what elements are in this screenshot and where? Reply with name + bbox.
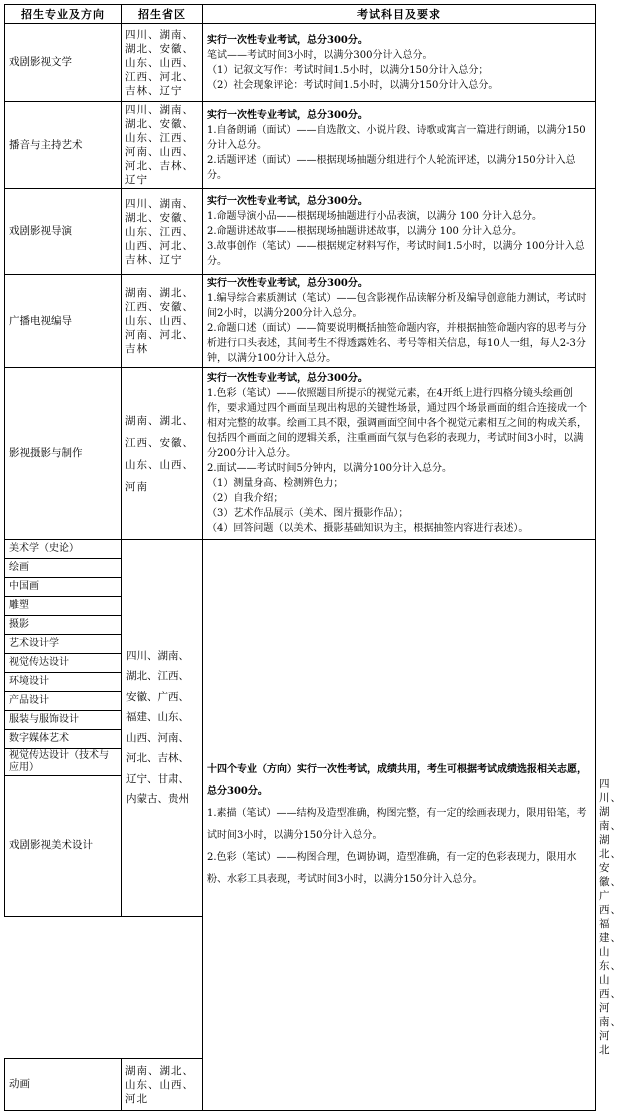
admission-table [4,4,622,1111]
major-cell: 影视摄影与制作 [5,368,122,540]
requirement-line: （2）社会现象评论：考试时间1.5小时，以满分150分计入总分。 [207,79,499,91]
major-cell: 雕塑 [5,597,122,616]
major-cell: 视觉传达设计（技术与应用） [5,749,122,776]
major-cell: 服装与服饰设计 [5,711,122,730]
requirement-line: 实行一次性专业考试，总分300分。 [207,34,368,46]
requirement-line: 3.故事创作（笔试）——根据规定材料写作，考试时间1.5小时，以满分 100分计入总分。 [207,241,585,267]
major-cell: 戏剧影视美术设计 [5,776,122,917]
major-cell: 播音与主持艺术 [5,102,122,189]
major-cell: 摄影 [5,616,122,635]
major-cell: 戏剧影视导演 [5,189,122,275]
major-cell: 美术学（史论） [5,540,122,559]
requirement-line: 实行一次性专业考试，总分300分。 [207,278,368,289]
table-row [5,189,596,275]
table-row: 戏剧影视美术设计 四川、湖南、湖北、安徽、广西、福建、山东、山西、河南、河北 [5,776,596,917]
requirements-cell [203,24,596,102]
requirements-cell-shared [203,540,596,1111]
major-cell: 动画 [5,1059,122,1111]
provinces-cell: 四川、湖南、湖北、安徽、山东、江西、河南、山西、河北、吉林、辽宁 [122,102,203,189]
requirement-line: （1）记叙文写作：考试时间1.5小时，以满分150分计入总分； [207,64,489,76]
table-row [5,368,596,540]
requirement-line: 2.命题口述（面试）——简要说明概括抽签命题内容，并根据抽签命题内容的思考与分析进行口头表述，其间考生不得透露姓名、考号等相关信息，每10人一组，每人2-3分钟，以满分100分计入总分。 [207,323,587,364]
major-cell: 中国画 [5,578,122,597]
requirement-line: 2.话题评述（面试）——根据现场抽题分组进行个人轮流评述，以满分150分计入总分。 [207,154,576,181]
requirements-cell [203,368,596,540]
table-row [5,275,596,368]
header-provinces: 招生省区 [122,5,203,24]
requirement-line: 2.面试——考试时间5分钟内，以满分100分计入总分。 [207,463,452,474]
requirement-line: 2.色彩（笔试）——构图合理，色调协调，造型准确，有一定的色彩表现力，限用水粉、水彩工具表现，考试时间3小时，以满分150分计入总分。 [207,852,577,885]
requirement-line: （4）回答问题（以美术、摄影基础知识为主，根据抽签内容进行表述）。 [207,523,529,534]
requirement-line: 1.自备朗诵（面试）——自选散文、小说片段、诗歌或寓言一篇进行朗诵，以满分150分计入总分。 [207,124,586,151]
requirement-line: 1.色彩（笔试）——依照题目所提示的视觉元素，在4开纸上进行四格分镜头绘画创作，要求通过四个画面呈现出构思的关键性场景，通过四个场景画面的组合连接成一个相对完整的故事。绘画工具不限，强调画面空间中各个视觉元素相互之间的构成关系，包括四个画面之间的逻辑关系，注重画面气氛与色彩的表现力，考试时间3小时，以满分200分计入总分。 [207,388,587,459]
requirements-cell [203,102,596,189]
provinces-cell: 四川、湖南、湖北、安徽、山东、江西、山西、河北、吉林、辽宁 [122,189,203,275]
major-cell: 产品设计 [5,692,122,711]
provinces-cell: 湖南、湖北、江西、安徽、山东、山西、河南、河北、吉林 [122,275,203,368]
major-cell: 数字媒体艺术 [5,730,122,749]
requirement-line: 1.编导综合素质测试（笔试）——包含影视作品读解分析及编导创意能力测试，考试时间2小时，以满分200分计入总分。 [207,293,587,319]
table-row [5,540,596,559]
provinces-cell-shared: 四川、湖南、湖北、江西、安徽、广西、福建、山东、山西、河南、河北、吉林、辽宁、甘肃、内蒙古、贵州 [122,540,203,917]
requirement-line: 十四个专业（方向）实行一次性考试，成绩共用，考生可根据考试成绩选报相关志愿，总分300分。 [207,764,587,797]
major-cell: 戏剧影视文学 [5,24,122,102]
requirement-line: 实行一次性专业考试，总分300分。 [207,196,368,207]
table-row [5,102,596,189]
table-header-row [5,5,596,24]
requirements-cell [203,189,596,275]
requirement-line: 1.素描（笔试）——结构及造型准确，构图完整，有一定的绘画表现力，限用铅笔，考试时间3小时，以满分150分计入总分。 [207,808,587,841]
provinces-cell: 湖南、湖北、江西、安徽、山东、山西、河南 [122,368,203,540]
major-cell: 环境设计 [5,673,122,692]
requirement-line: 1.命题导演小品——根据现场抽题进行小品表演，以满分 100 分计入总分。 [207,211,542,222]
provinces-cell: 湖南、湖北、山东、山西、河北 [122,1059,203,1111]
requirement-line: （2）自我介绍； [207,493,284,504]
requirement-line: 实行一次性专业考试，总分300分。 [207,373,368,384]
header-major: 招生专业及方向 [5,5,122,24]
major-cell: 广播电视编导 [5,275,122,368]
table-row [5,24,596,102]
header-requirements: 考试科目及要求 [203,5,596,24]
requirements-cell [203,275,596,368]
requirement-line: 实行一次性专业考试，总分300分。 [207,109,368,121]
provinces-cell: 四川、湖南、湖北、安徽、山东、山西、江西、河北、吉林、辽宁 [122,24,203,102]
requirement-line: （3）艺术作品展示（美术、图片摄影作品）； [207,508,409,519]
major-cell: 艺术设计学 [5,635,122,654]
requirement-line: （1）测量身高、检测辨色力； [207,478,344,489]
requirement-line: 笔试——考试时间3小时，以满分300分计入总分。 [207,49,433,61]
requirement-line: 2.命题讲述故事——根据现场抽题讲述故事，以满分 100 分计入总分。 [207,226,522,237]
major-cell: 绘画 [5,559,122,578]
major-cell: 视觉传达设计 [5,654,122,673]
